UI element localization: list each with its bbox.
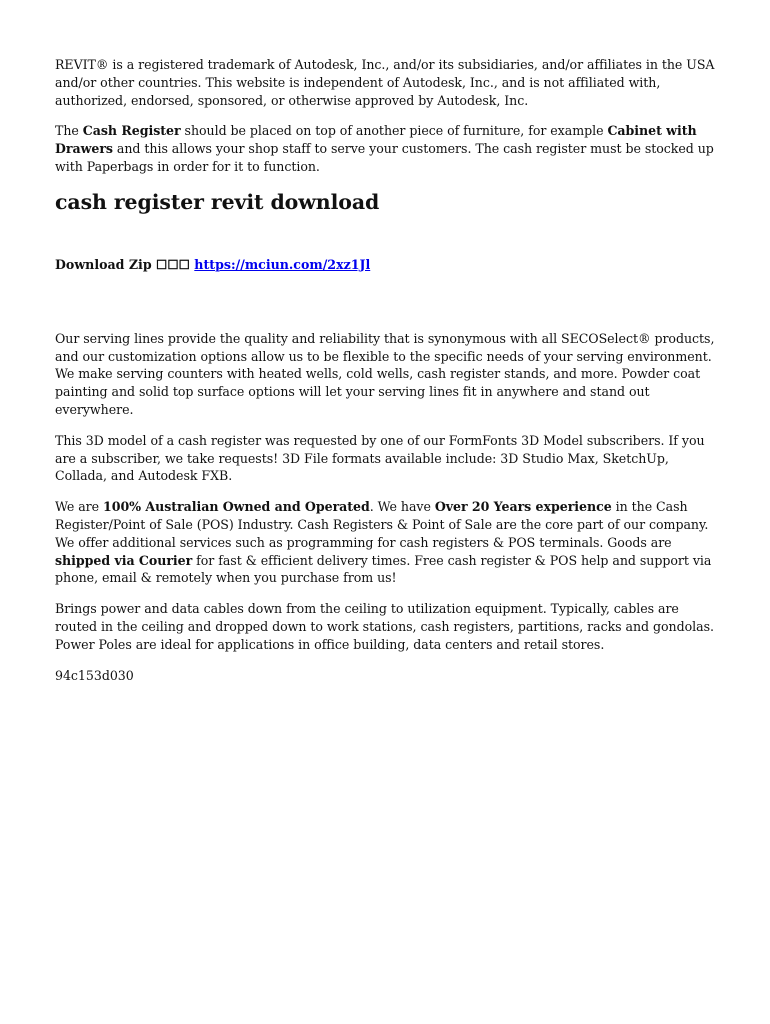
intro-text-2: should be placed on top of another piece of furniture, for example bbox=[180, 123, 608, 139]
p3-bold-owned: 100% Australian Owned and Operated bbox=[103, 499, 370, 515]
intro-paragraph bbox=[55, 122, 715, 175]
p3-text-2: . We have bbox=[369, 499, 435, 515]
intro-text-1: The bbox=[55, 123, 83, 139]
spacer bbox=[55, 274, 715, 330]
p3-bold-courier: shipped via Courier bbox=[55, 552, 193, 568]
download-label: Download Zip bbox=[55, 256, 152, 272]
p3-bold-experience: Over 20 Years experience bbox=[434, 499, 612, 515]
trademark-disclaimer: REVIT® is a registered trademark of Autodesk, Inc., and/or its subsidiaries, and/or affiliates in the USA and/or other countries. This website is independent of Autodesk, Inc., and is not affiliated with, authorized, endorsed, sponsored, or otherwise approved by Autodesk, Inc. bbox=[55, 57, 715, 108]
p3-text-4: for fast & efficient delivery times. Free cash register & POS help and support via phone, email & remotely when you purchase from us! bbox=[55, 552, 712, 586]
paragraph-australian bbox=[55, 498, 715, 587]
p3-text-1: We are bbox=[55, 499, 104, 515]
download-link[interactable]: https://mciun.com/2xz1Jl bbox=[194, 256, 371, 272]
download-line bbox=[55, 256, 715, 274]
paragraph-serving-lines: Our serving lines provide the quality and reliability that is synonymous with all SECOSelect® products, and our customization options allow us to be flexible to the specific needs of your serving environment. We make serving counters with heated wells, cold wells, cash register stands, and more. Powder coat painting and solid top surface options will let your serving lines fit in anywhere and stand out everywhere. bbox=[55, 330, 715, 417]
intro-bold-cabinet: Cabinet with Drawers bbox=[55, 123, 697, 157]
intro-text-3: and this allows your shop staff to serve your customers. The cash register must be stocked up with Paperbags in order for it to function. bbox=[55, 141, 714, 174]
intro-bold-cash-register: Cash Register bbox=[82, 123, 181, 139]
paragraph-power-poles: Brings power and data cables down from the ceiling to utilization equipment. Typically, cables are routed in the ceiling and dropped down to work stations, cash registers, partitions, racks and gondolas. Power Poles are ideal for applications in office building, data centers and retail stores. bbox=[55, 601, 714, 652]
footer-code: 94c153d030 bbox=[55, 667, 134, 683]
page-heading: cash register revit download bbox=[55, 189, 380, 214]
download-arrows-icon: ☐☐☐ bbox=[156, 256, 190, 272]
p3-text-3: in the Cash Register/Point of Sale (POS) Industry. Cash Registers & Point of Sale are the core part of our company. We offer additional services such as programming for cash registers & POS terminals. Goods are bbox=[55, 499, 709, 550]
paragraph-3d-model: This 3D model of a cash register was requested by one of our FormFonts 3D Model subscribers. If you are a subscriber, we take requests! 3D File formats available include: 3D Studio Max, SketchUp, Collada, and Autodesk FXB. bbox=[55, 432, 705, 484]
